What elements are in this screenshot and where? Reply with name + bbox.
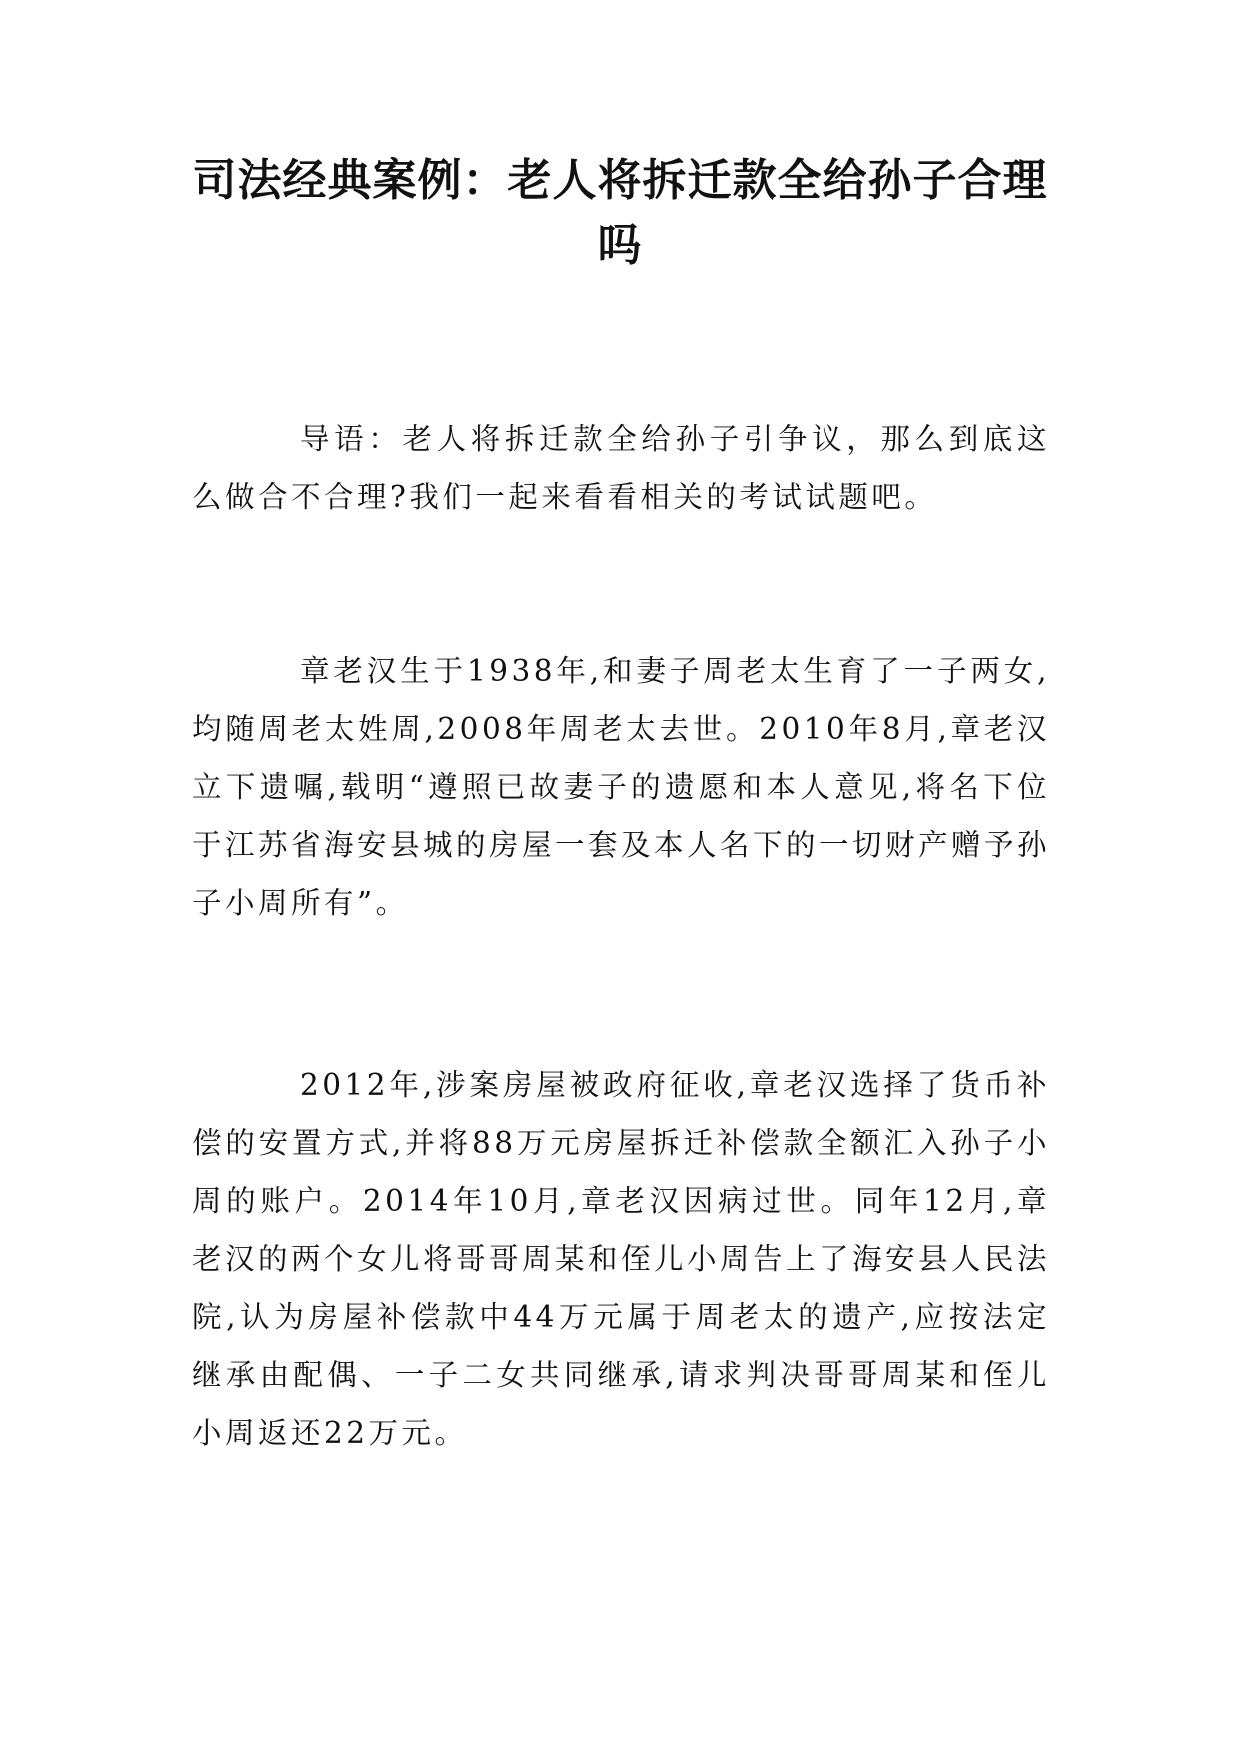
intro-paragraph: 导语：老人将拆迁款全给孙子引争议，那么到底这么做合不合理?我们一起来看看相关的考试试题吧。 bbox=[192, 422, 1050, 514]
case-background-paragraph: 章老汉生于1938年,和妻子周老太生育了一子两女,均随周老太姓周,2008年周老太去世。2010年8月,章老汉立下遗嘱,载明“遵照已故妻子的遗愿和本人意见,将名下位于江苏省海安县城的房屋一套及本人名下的一切财产赠予孙子小周所有”。 bbox=[192, 654, 1051, 920]
case-dispute-paragraph: 2012年,涉案房屋被政府征收,章老汉选择了货币补偿的安置方式,并将88万元房屋拆迁补偿款全额汇入孙子小周的账户。2014年10月,章老汉因病过世。同年12月,章老汉的两个女儿将哥哥周某和侄儿小周告上了海安县人民法院,认为房屋补偿款中44万元属于周老太的遗产,应按法定继承由配偶、一子二女共同继承,请求判决哥哥周某和侄儿小周返还22万元。 bbox=[192, 1068, 1051, 1450]
document-title: 司法经典案例：老人将拆迁款全给孙子合理吗 bbox=[192, 155, 1048, 271]
